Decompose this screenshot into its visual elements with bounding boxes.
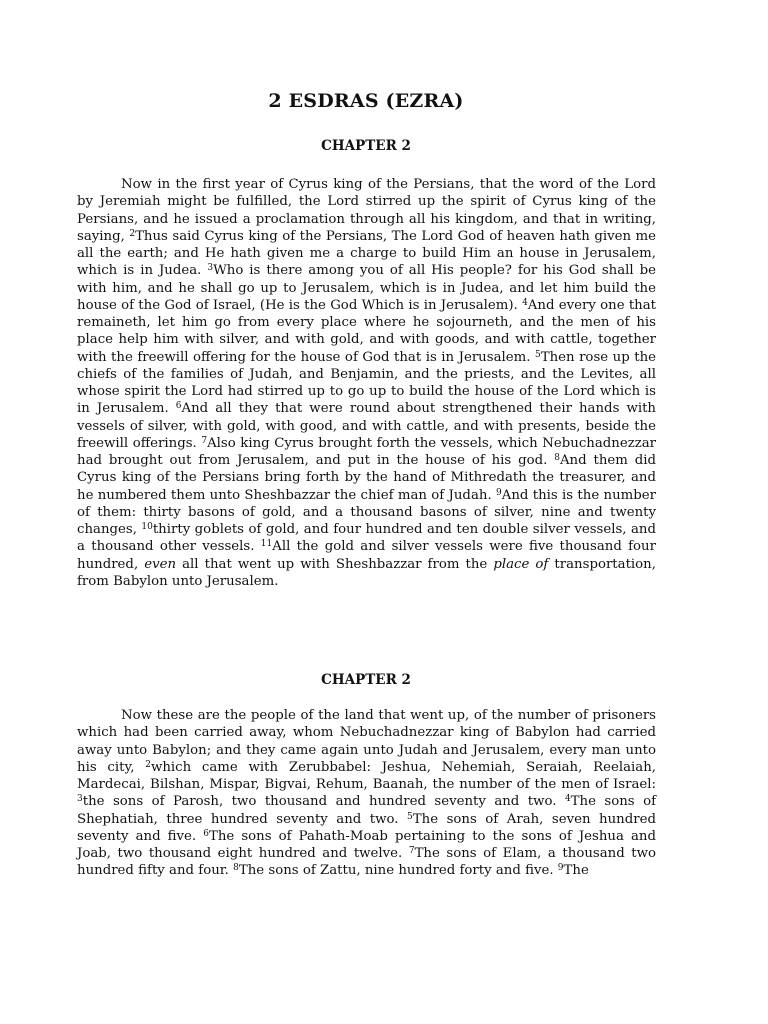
verse-number: 9 bbox=[496, 487, 502, 498]
verse-number: 3 bbox=[77, 794, 83, 805]
chapter-heading: CHAPTER 2 bbox=[321, 672, 411, 688]
verse-text: Thus said Cyrus king of the Persians, The Lord God of heaven hath given me all the earth; and He hath given me a charge to build Him an house in Jerusalem, which is in Judea. bbox=[77, 228, 657, 279]
book-title: 2 ESDRAS (EZRA) bbox=[268, 90, 464, 112]
verse-text: Who is there among you of all His people? for his God shall be with him, and he shall go up to Jerusalem, which is in Judea, and let him build the house of the God of Israel, (He is the God Which is in Jerusalem). bbox=[77, 263, 656, 313]
verse-number: 4 bbox=[564, 794, 571, 805]
verse-text: all that went up with Sheshbazzar from the bbox=[176, 556, 494, 572]
verse-text: The sons of Shephatiah, three hundred seventy and two. bbox=[77, 794, 656, 827]
verse-number: 8 bbox=[554, 453, 560, 463]
verse-number: 5 bbox=[534, 349, 541, 360]
verse-text: Then rose up the chiefs of the families of Judah, and Benjamin, and the priests, and the Levites, all whose spirit the Lord had stirred up to go up to build the house of the Lord which is in Jerusalem. bbox=[77, 349, 657, 417]
verse-text: The sons of Elam, a thousand two hundred fifty and four. bbox=[77, 846, 656, 879]
verse-text: transportation, from Babylon unto Jerusalem. bbox=[77, 556, 656, 589]
verse-number: 6 bbox=[203, 828, 209, 839]
verse-text: And every one that remaineth, let him go from every place where he sojourneth, and the men of his place help him with silver, and with gold, and with goods, and with cattle, together with the freewill offering for the house of God that is in Jerusalem. bbox=[77, 297, 657, 365]
italic-text: place of bbox=[493, 556, 549, 572]
chapter-paragraph bbox=[77, 707, 656, 880]
verse-number: 11 bbox=[260, 539, 273, 550]
verse-text: Now in the first year of Cyrus king of the Persians, that the word of the Lord by Jeremiah might be fulfilled, the Lord stirred up the spirit of Cyrus king of the Persians, and he issued a proclamation through all his kingdom, and that in writing, saying, bbox=[77, 177, 656, 244]
verse-text: thirty goblets of gold, and four hundred and ten double silver vessels, and a thousand other vessels. bbox=[77, 522, 656, 555]
verse-text: All the gold and silver vessels were five thousand four hundred, bbox=[77, 539, 656, 572]
verse-number: 9 bbox=[557, 863, 564, 874]
verse-text: And this is the number of them: thirty basons of gold, and a thousand basons of silver, nine and twenty changes, bbox=[77, 487, 656, 537]
verse-text: which came with Zerubbabel: Jeshua, Nehemiah, Seraiah, Reelaiah, Mardecai, Bilshan, Mispar, Bigvai, Rehum, Baanah, the number of the men of Israel: bbox=[77, 759, 656, 792]
verse-text: The bbox=[563, 863, 589, 879]
verse-text: And them did Cyrus king of the Persians bring forth by the hand of Mithredath the treasurer, and he numbered them unto Sheshbazzar the chief man of Judah. bbox=[77, 453, 656, 503]
verse-text: The sons of Arah, seven hundred seventy and five. bbox=[77, 811, 656, 844]
chapter-heading: CHAPTER 2 bbox=[321, 138, 411, 154]
verse-text: The sons of Pahath-Moab pertaining to the sons of Jeshua and Joab, two thousand eight hundred and twelve. bbox=[77, 828, 656, 861]
verse-text: Now these are the people of the land that went up, of the number of prisoners which had been carried away, whom Nebuchadnezzar king of Babylon had carried away unto Babylon; and they came again unto Judah and Jerusalem, every man unto his city, bbox=[77, 708, 656, 775]
verse-text: Also king Cyrus brought forth the vessels, which Nebuchadnezzar had brought out from Jerusalem, and put in the house of his god. bbox=[77, 435, 656, 468]
verse-text: The sons of Zattu, nine hundred forty and five. bbox=[238, 863, 558, 879]
verse-number: 7 bbox=[408, 846, 415, 856]
verse-number: 2 bbox=[145, 759, 151, 770]
verse-number: 7 bbox=[201, 435, 208, 446]
italic-text: even bbox=[144, 556, 177, 572]
verse-number: 6 bbox=[175, 401, 182, 412]
verse-text: And all they that were round about strengthened their hands with vessels of silver, with gold, with good, and with cattle, and with presents, beside the freewill offerings. bbox=[77, 401, 656, 451]
verse-text: the sons of Parosh, two thousand and hundred seventy and two. bbox=[82, 794, 565, 810]
verse-number: 2 bbox=[129, 228, 136, 239]
verse-number: 5 bbox=[407, 811, 413, 822]
verse-number: 10 bbox=[141, 522, 153, 532]
verse-number: 4 bbox=[522, 297, 528, 308]
verse-number: 8 bbox=[233, 863, 239, 874]
verse-number: 3 bbox=[207, 263, 214, 274]
chapter-paragraph bbox=[77, 176, 656, 590]
